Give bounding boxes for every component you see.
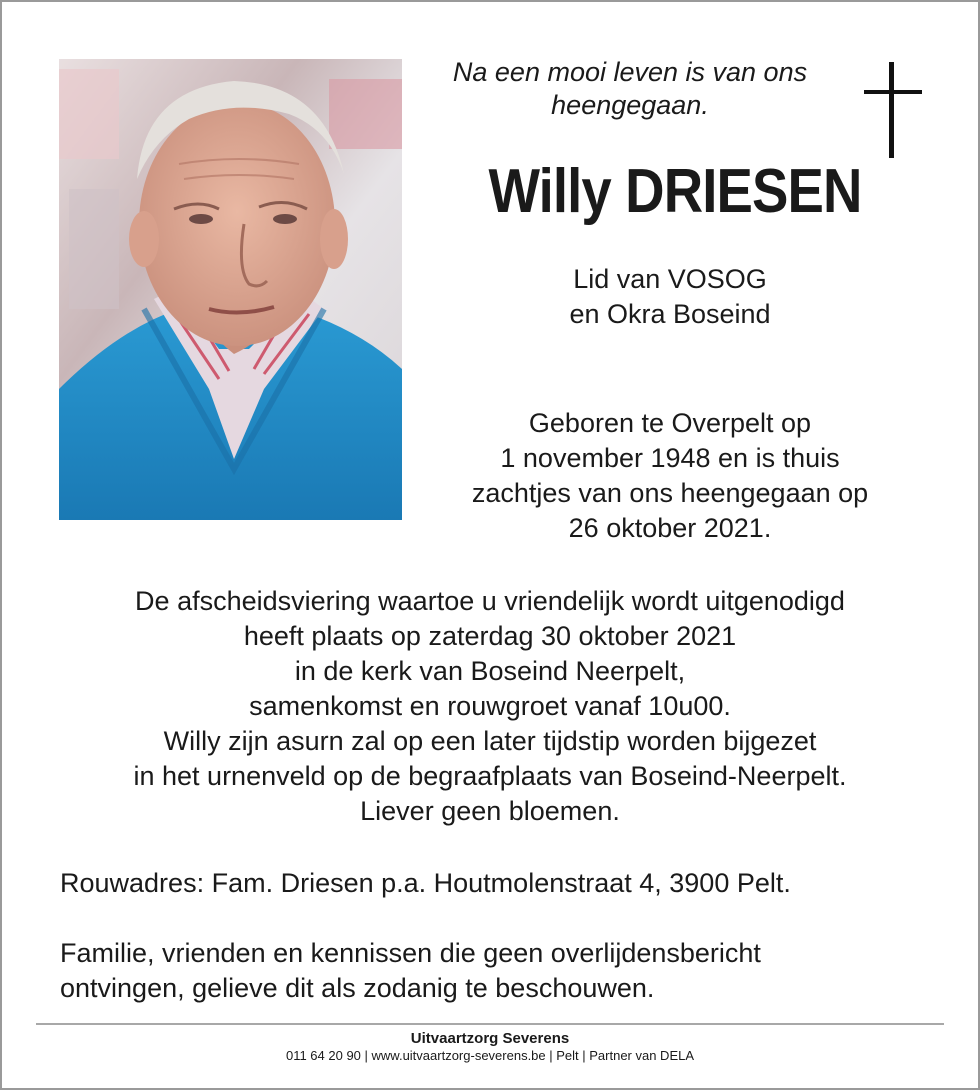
notice-line: ontvingen, gelieve dit als zodanig te beschouwen.	[60, 973, 655, 1003]
intro-line: heengegaan.	[551, 90, 709, 120]
birth-line: 1 november 1948 en is thuis	[500, 443, 840, 473]
service-line: De afscheidsviering waartoe u vriendelijk wordt uitgenodigd	[135, 586, 845, 616]
notice-line: Familie, vrienden en kennissen die geen overlijdensbericht	[60, 938, 761, 968]
service-line: heeft plaats op zaterdag 30 oktober 2021	[243, 621, 737, 651]
footer-divider	[36, 1023, 944, 1025]
funeral-home-contact: 011 64 20 90 | www.uitvaartzorg-severens.be | Pelt | Partner van DELA	[285, 1048, 695, 1063]
birth-line: zachtjes van ons heengegaan op	[471, 478, 869, 508]
service-line: in het urnenveld op de begraafplaats van Boseind-Neerpelt.	[133, 761, 847, 791]
intro-line: Na een mooi leven is van ons	[452, 57, 808, 87]
service-line: in de kerk van Boseind Neerpelt,	[294, 656, 686, 686]
membership-text	[470, 262, 870, 332]
birth-line: Geboren te Overpelt op	[528, 408, 812, 438]
notice-text	[60, 936, 940, 1006]
portrait-image	[59, 59, 402, 520]
service-line: samenkomst en rouwgroet vanaf 10u00.	[249, 691, 731, 721]
birth-line: 26 oktober 2021.	[568, 513, 772, 543]
service-line: Willy zijn asurn zal op een later tijdstip worden bijgezet	[163, 726, 817, 756]
service-text	[40, 584, 940, 829]
portrait-photo	[59, 59, 402, 520]
membership-line: en Okra Boseind	[569, 299, 771, 329]
membership-line: Lid van VOSOG	[573, 264, 767, 294]
service-line: Liever geen bloemen.	[360, 796, 620, 826]
birth-death-text	[420, 406, 920, 546]
deceased-name: Willy DRIESEN	[488, 157, 862, 226]
cross-icon	[864, 62, 922, 158]
intro-text	[410, 56, 850, 122]
funeral-home-name: Uitvaartzorg Severens	[410, 1030, 570, 1047]
mourning-address: Rouwadres: Fam. Driesen p.a. Houtmolenstraat 4, 3900 Pelt.	[60, 868, 791, 898]
